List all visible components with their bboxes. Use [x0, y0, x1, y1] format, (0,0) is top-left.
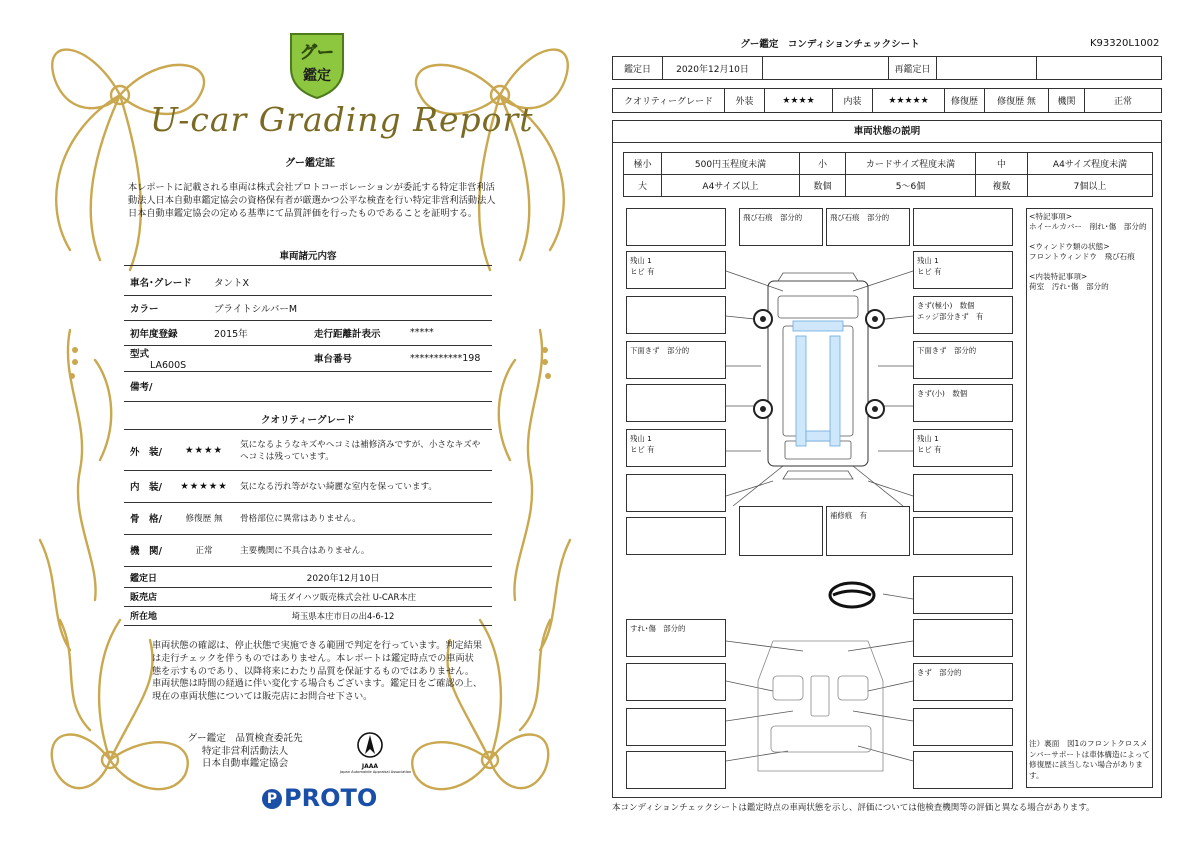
condition-box	[739, 506, 823, 556]
condition-box	[626, 296, 726, 334]
spec-model-label-text: 型式	[130, 348, 150, 360]
note-text: フロントウィンドウ 飛び石痕	[1029, 252, 1135, 261]
jaaa-name: JAAA	[361, 763, 379, 770]
notes-footnote: 注）裏面 図1のフロントクロスメンバーサポートは車体構造によって修復歴に該当しない場合があります。	[1029, 739, 1150, 780]
note-title: <ウィンドウ類の状態>	[1029, 242, 1110, 251]
condition-box	[913, 619, 1013, 657]
proto-text: PROTO	[284, 784, 378, 812]
scale-cell: 500円玉程度未満	[662, 153, 800, 175]
logo-text-top: グー	[300, 43, 334, 63]
grade-int-label: 内 装/	[124, 470, 174, 502]
scale-cell: A4サイズ程度未満	[1028, 153, 1153, 175]
spec-name-value: タントX	[208, 270, 492, 295]
spec-name-label: 車名･グレード	[124, 270, 208, 295]
proto-logo	[262, 784, 377, 812]
condition-box-l2: 残山 1 ヒビ 有	[626, 251, 726, 289]
spec-color-label: カラー	[124, 295, 208, 320]
notice-text: 車両状態の確認は、停止状態で実施できる範囲で判定を行っています。判定結果は走行チェックを伴うものではありません。本レポートは鑑定時点での車両状態を示すものであり、以降将来にわたり品質を保証するものではありません。車両状態は時間の経過に伴い変化する場合もございます。鑑定日をご確認の上、現在の車両状態については販売店にお問合せ下さい。	[152, 640, 483, 703]
spec-chassis-label: 車台番号	[308, 345, 404, 371]
condition-box	[913, 708, 1013, 746]
condition-box-l4: 下面きず 部分的	[626, 341, 726, 379]
jaaa-sub: Japan Automobile Appraisal Association	[340, 770, 412, 774]
certificate-body: 本レポートに記載される車両は株式会社プロトコーポレーションが委託する特定非営利活動法人日本自動車鑑定協会の資格保有者が厳選かつ公平な検査を行い特定非営利活動法人日本自動車鑑定協会の定める基準にて品質評価を行ったものであることを証明する。	[128, 182, 496, 219]
assoc-line: 日本自動車鑑定協会	[201, 758, 289, 769]
spec-chassis-value: ***********198	[404, 345, 492, 371]
grade-frame-desc: 骨格部位に異常はありません。	[234, 502, 492, 534]
sheet-title: グー鑑定 コンディションチェックシート	[740, 39, 920, 50]
row-grade-label: クオリティーグレード	[613, 89, 725, 113]
note-text: ホイールカバー 削れ･傷 部分的	[1029, 222, 1147, 231]
condition-check-sheet	[600, 0, 1200, 848]
condition-box	[626, 663, 726, 701]
scale-cell: 5～6個	[846, 175, 976, 197]
note-block	[1029, 272, 1150, 292]
spec-year-value: 2015年	[208, 320, 308, 345]
scale-cell: 極小	[624, 153, 662, 175]
scale-cell: A4サイズ以上	[662, 175, 800, 197]
shop-value: 埼玉ダイハツ販売株式会社 U-CAR本庄	[194, 587, 492, 606]
row-int-label: 内装	[833, 89, 873, 113]
jaaa-logo	[340, 730, 412, 774]
condition-box-r4: 下面きず 部分的	[913, 341, 1013, 379]
row-re-label: 再鑑定日	[889, 57, 937, 80]
row-repair-value: 修復歴 無	[985, 89, 1049, 113]
condition-box-r2: 残山 1 ヒビ 有	[913, 251, 1013, 289]
grade-heading: クオリティーグレード	[124, 412, 492, 430]
row-int-value: ★★★★★	[873, 89, 945, 113]
sheet-code: K93320L1002	[1090, 38, 1160, 49]
proto-mark-icon: P	[262, 789, 282, 809]
row-engine-value: 正常	[1085, 89, 1162, 113]
scale-cell: 中	[976, 153, 1028, 175]
scale-cell: 大	[624, 175, 662, 197]
spec-remarks-label: 備考/	[124, 371, 492, 401]
condition-box	[626, 708, 726, 746]
table-row	[124, 502, 492, 534]
grade-engine-desc: 主要機関に不具合はありません。	[234, 534, 492, 566]
spec-mileage-label: 走行距離計表示	[308, 320, 404, 345]
table-row	[124, 345, 492, 371]
grade-frame-value: 修復歴 無	[174, 502, 234, 534]
condition-box	[913, 576, 1013, 614]
steering-wheel-icon	[830, 583, 874, 607]
note-title: <特記事項>	[1029, 212, 1073, 221]
spec-year-label: 初年度登録	[124, 320, 208, 345]
condition-box	[626, 751, 726, 789]
address-label: 所在地	[124, 606, 194, 625]
scale-cell: 複数	[976, 175, 1028, 197]
grade-engine-value: 正常	[174, 534, 234, 566]
spec-mileage-value: *****	[404, 320, 492, 345]
condition-box	[913, 208, 1013, 246]
table-row	[124, 568, 492, 587]
condition-box-int-r2: きず 部分的	[913, 663, 1013, 701]
shop-label: 販売店	[124, 587, 194, 606]
table-row	[124, 320, 492, 345]
note-block	[1029, 212, 1150, 232]
spec-model-value: LA600S	[150, 359, 187, 371]
scale-cell: カードサイズ程度未満	[846, 153, 976, 175]
grade-int-desc: 気になる汚れ等がない綺麗な室内を保っています。	[234, 470, 492, 502]
condition-box-l6: 残山 1 ヒビ 有	[626, 429, 726, 467]
condition-box-r6: 残山 1 ヒビ 有	[913, 429, 1013, 467]
assoc-line: 特定非営利活動法人	[201, 745, 289, 757]
grade-ext-label: 外 装/	[124, 432, 174, 470]
table-row	[124, 295, 492, 320]
assoc-line: グー鑑定 品質検査委託先	[187, 733, 303, 744]
table-row	[124, 534, 492, 566]
grade-ext-stars: ★★★★	[174, 432, 234, 470]
condition-heading: 車両状態の説明	[613, 121, 1161, 143]
grade-ext-desc: 気になるようなキズやヘコミは補修済みですが、小さなキズやヘコミは残っています。	[234, 432, 492, 470]
table-row	[613, 89, 1162, 113]
condition-box-r3: きず(極小) 数個 エッジ部分きず 有	[913, 296, 1013, 334]
grade-table	[124, 432, 492, 567]
scale-cell: 7個以上	[1028, 175, 1153, 197]
note-title: <内装特記事項>	[1029, 272, 1088, 281]
condition-box-int-l1: すれ･傷 部分的	[626, 619, 726, 657]
row-ext-value: ★★★★	[765, 89, 833, 113]
condition-box-r5: きず(小) 数個	[913, 384, 1013, 422]
logo-text-bottom: 鑑定	[303, 68, 331, 84]
special-notes	[1026, 208, 1153, 788]
appraisal-info-table	[124, 568, 492, 626]
table-row	[124, 606, 492, 625]
address-value: 埼玉県本庄市日の出4-6-12	[194, 606, 492, 625]
grade-frame-label: 骨 格/	[124, 502, 174, 534]
table-row	[124, 270, 492, 295]
row-repair-label: 修復歴	[945, 89, 985, 113]
note-block	[1029, 242, 1150, 262]
table-row	[124, 371, 492, 401]
date-row	[612, 56, 1162, 80]
spec-model-label	[124, 345, 208, 371]
row-date-value: 2020年12月10日	[663, 57, 763, 80]
condition-box	[913, 751, 1013, 789]
association-name	[165, 733, 325, 771]
vehicle-condition-panel	[612, 120, 1162, 798]
table-row	[124, 470, 492, 502]
scale-cell: 数個	[800, 175, 846, 197]
condition-box	[626, 517, 726, 555]
condition-box	[626, 384, 726, 422]
date-label: 鑑定日	[124, 568, 194, 587]
row-engine-label: 機関	[1049, 89, 1085, 113]
grade-int-stars: ★★★★★	[174, 470, 234, 502]
spec-heading: 車両諸元内容	[124, 248, 492, 266]
grade-row	[612, 88, 1162, 113]
spec-table	[124, 270, 492, 402]
note-text: 荷室 汚れ･傷 部分的	[1029, 282, 1109, 291]
report-title: U-car Grading Report	[150, 100, 534, 139]
condition-box	[626, 208, 726, 246]
condition-box	[913, 517, 1013, 555]
condition-box-bot-mid-r: 補修痕 有	[826, 506, 910, 556]
goo-kantei-logo	[285, 30, 349, 100]
date-value: 2020年12月10日	[194, 568, 492, 587]
condition-box	[626, 474, 726, 512]
condition-box-top-mid-r: 飛び石痕 部分的	[826, 208, 910, 246]
condition-box-top-mid-l: 飛び石痕 部分的	[739, 208, 823, 246]
table-row	[124, 587, 492, 606]
scale-cell: 小	[800, 153, 846, 175]
table-row	[124, 432, 492, 470]
table-row	[613, 57, 1162, 80]
condition-box	[913, 474, 1013, 512]
certificate-title: グー鑑定証	[285, 158, 335, 169]
row-date-label: 鑑定日	[613, 57, 663, 80]
sheet-footer: 本コンディションチェックシートは鑑定時点の車両状態を示し、評価については他検査機関等の評価と異なる場合があります。	[612, 803, 1095, 813]
grade-engine-label: 機 関/	[124, 534, 174, 566]
spec-color-value: ブライトシルバーM	[208, 295, 492, 320]
row-ext-label: 外装	[725, 89, 765, 113]
jaaa-emblem-icon	[355, 730, 385, 760]
